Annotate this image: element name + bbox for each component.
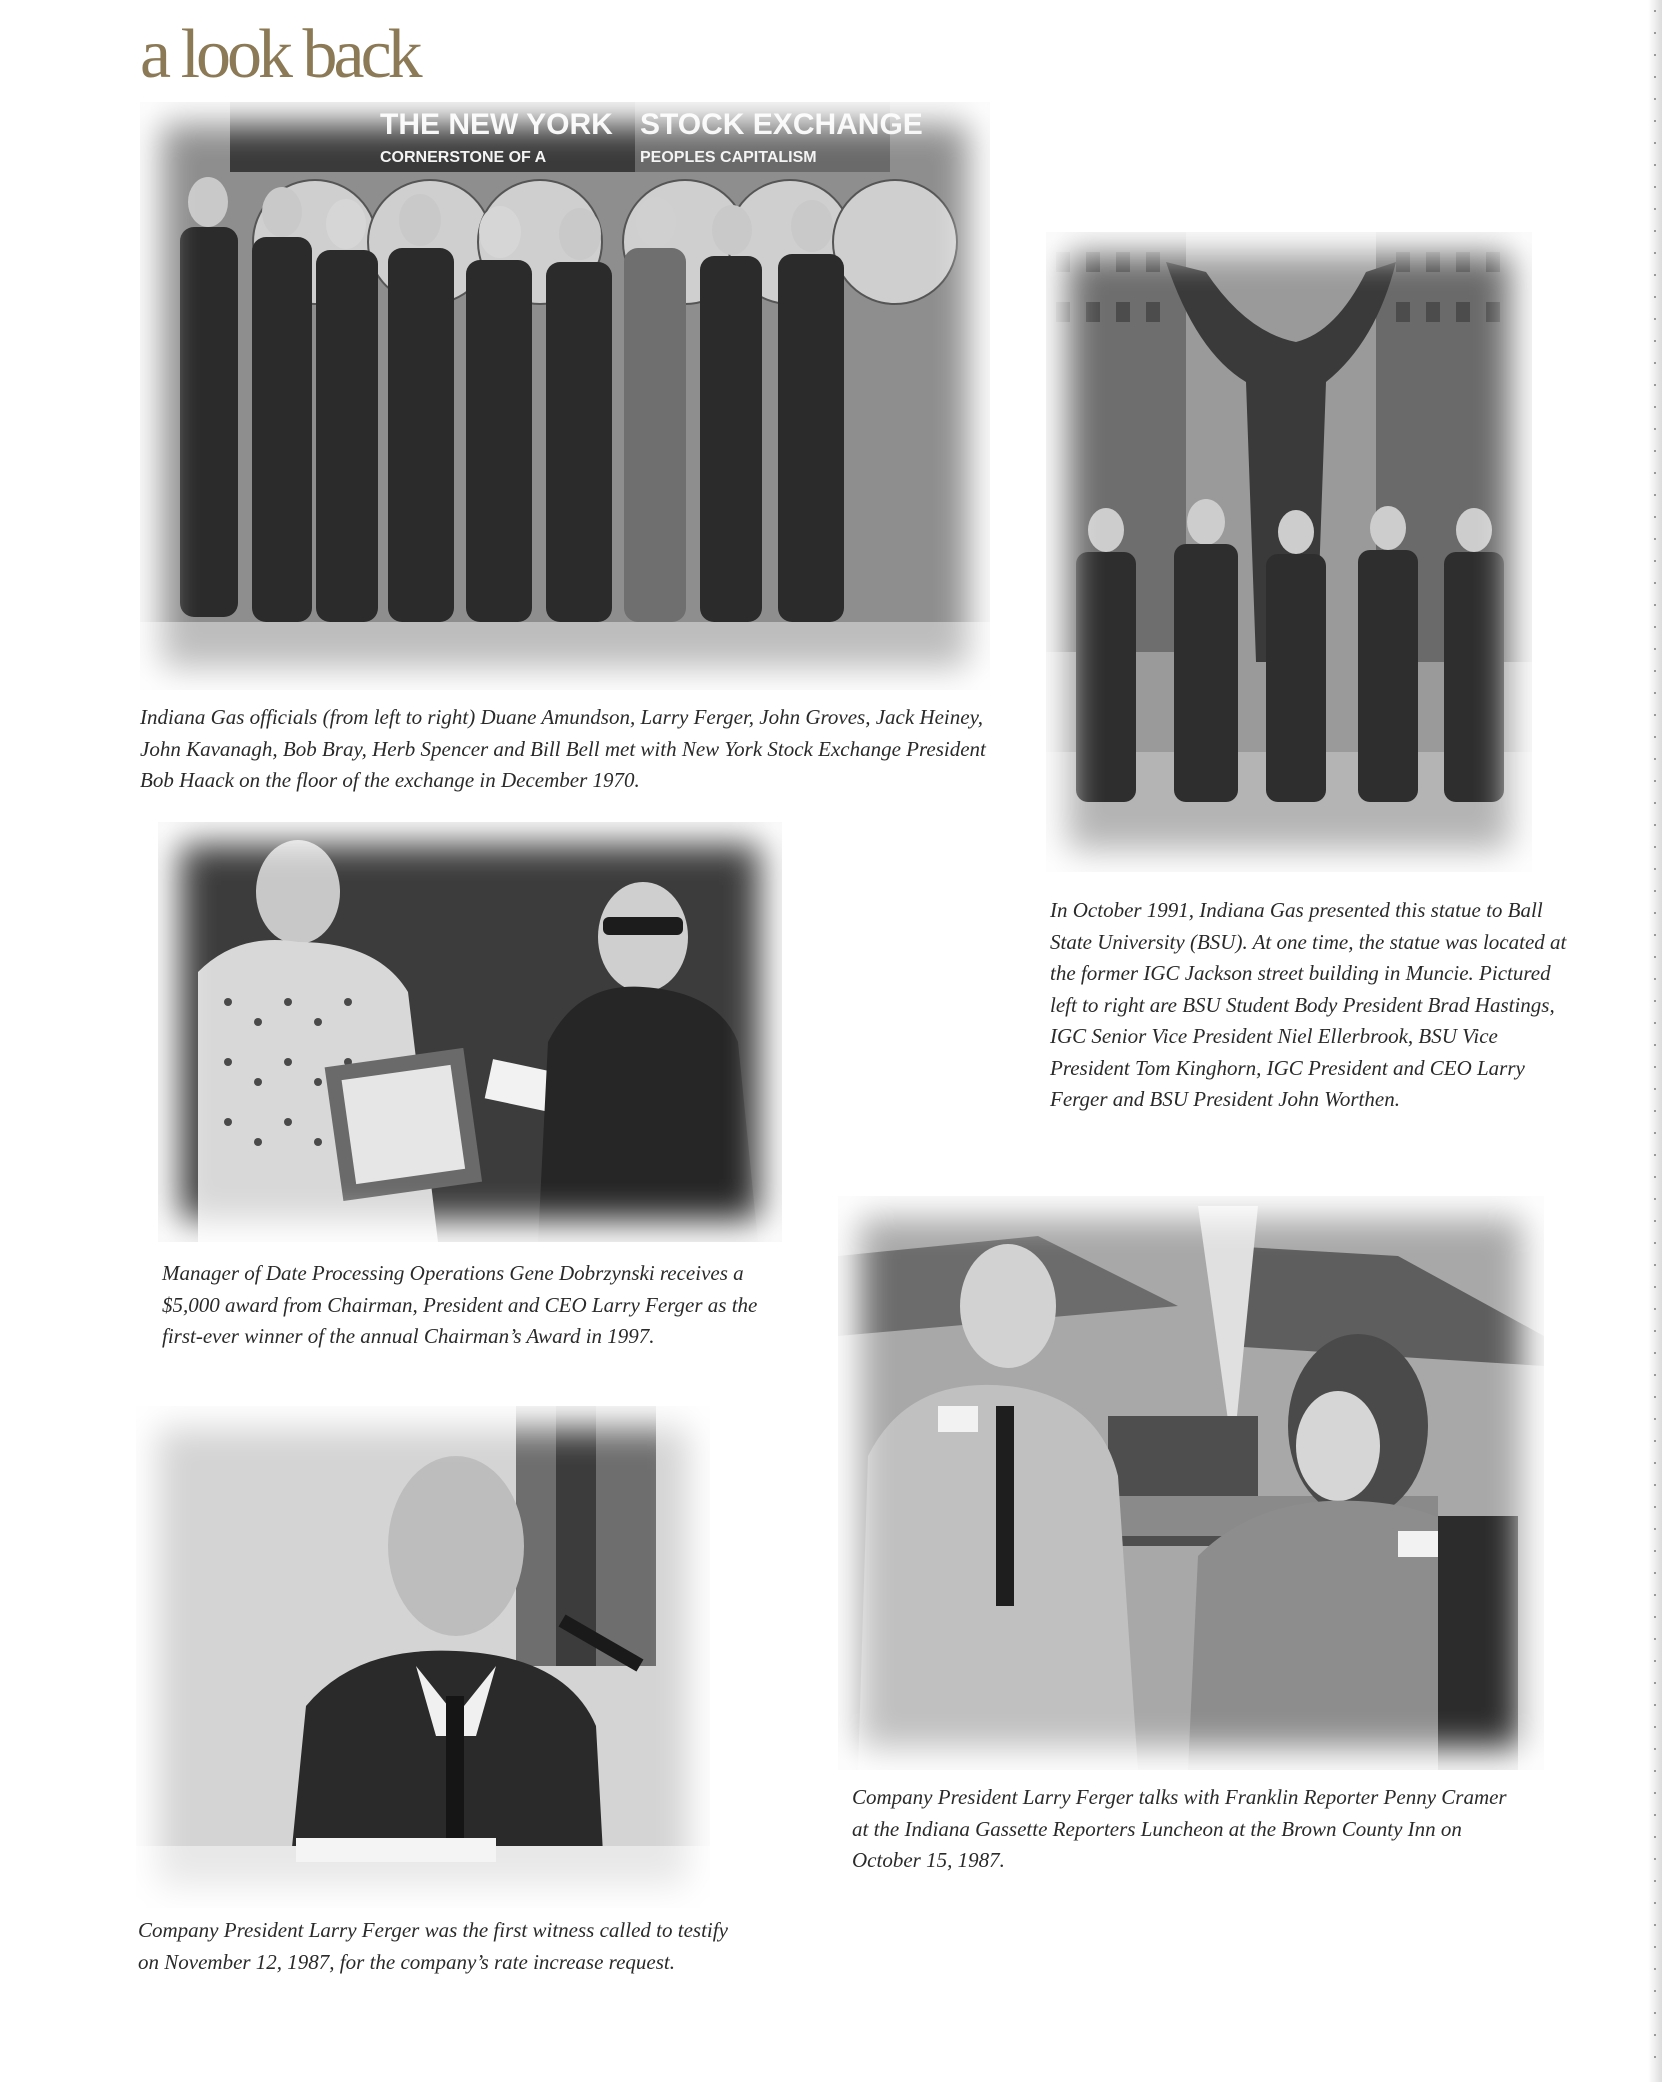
caption-bsu-statue: In October 1991, Indiana Gas presented this statue to Ball State University (BSU). At one time, the statue was located at the former IGC Jackson street building in Muncie. Pictured left to right are BSU Student Body President Brad Hastings, IGC Senior Vice President Niel Ellerbrook, BSU Vice President Tom Kinghorn, IGC President and CEO Larry Ferger and BSU President John Worthen. [1050,898,1567,1111]
caption-testimony: Company President Larry Ferger was the first witness called to testify on November 12, 1987, for the company’s rate increase request. [138,1918,728,1974]
photo-testimony-image [136,1406,710,1908]
nyse-sign-line1-right: STOCK EXCHANGE [640,108,923,141]
photo-chairmans-award [158,822,782,1242]
caption-chairmans-award: Manager of Date Processing Operations Gene Dobrzynski receives a $5,000 award from Chairman, President and CEO Larry Ferger as the first-ever winner of the annual Chairman’s Award in 1997. [162,1261,758,1348]
photo-bsu-statue [1046,232,1532,872]
nyse-sign-line1-left: THE NEW YORK [380,108,613,141]
caption-nyse-group: Indiana Gas officials (from left to right) Duane Amundson, Larry Ferger, John Groves, Jack Heiney, John Kavanagh, Bob Bray, Herb Spencer and Bill Bell met with New York Stock Exchange President Bob Haack on the floor of the exchange in December 1970. [140,705,986,792]
section-title: a look back [140,16,419,93]
photo-nyse-group-image [140,102,990,690]
photo-reporters-luncheon-image [838,1196,1544,1770]
photo-chairmans-award-image [158,822,782,1242]
page-edge-perforation [1654,10,1656,2070]
photo-testimony [136,1406,710,1908]
nyse-sign-line2-left: CORNERSTONE OF A [380,149,547,166]
caption-reporters-luncheon: Company President Larry Ferger talks with Franklin Reporter Penny Cramer at the Indiana Gassette Reporters Luncheon at the Brown County Inn on October 15, 1987. [852,1785,1507,1872]
photo-nyse-group [140,102,990,690]
photo-bsu-statue-image [1046,232,1532,872]
nyse-sign-line2-right: PEOPLES CAPITALISM [640,149,817,166]
photo-reporters-luncheon [838,1196,1544,1770]
